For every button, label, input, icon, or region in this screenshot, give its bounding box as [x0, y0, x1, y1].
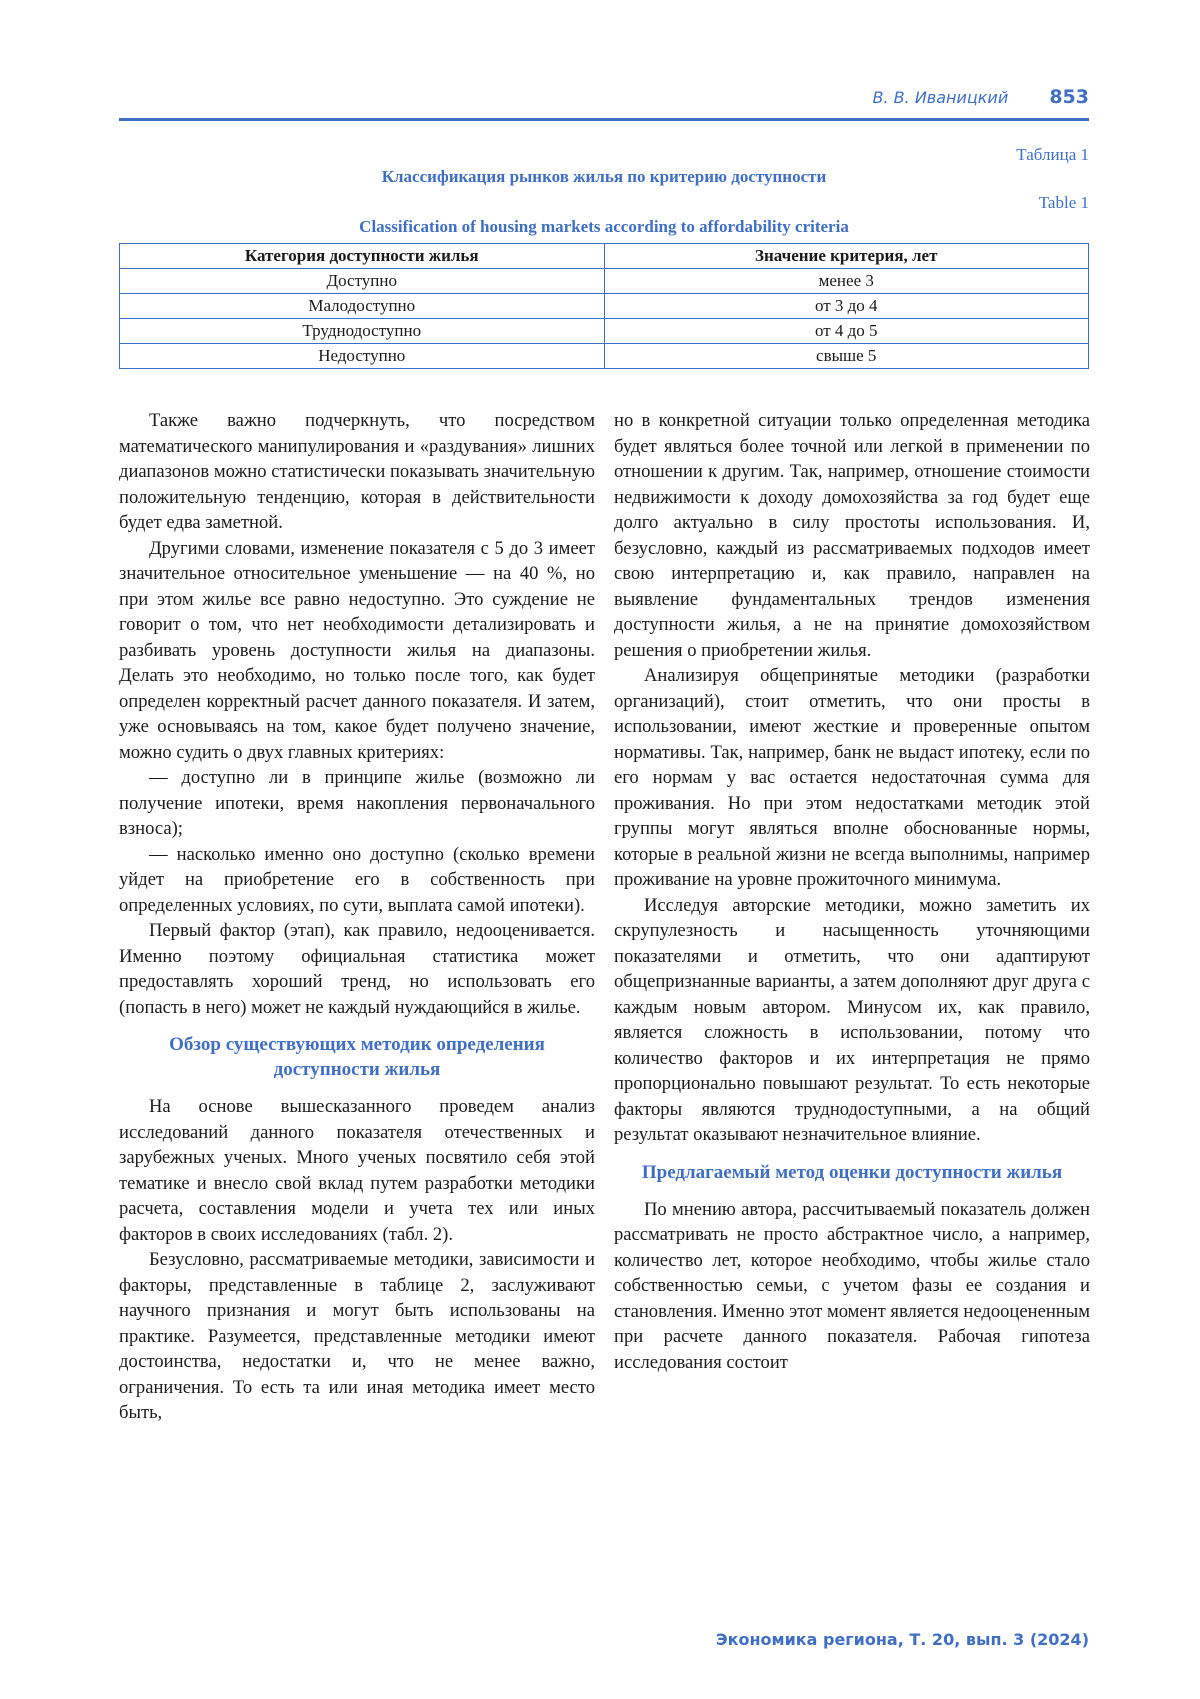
table-cell: менее 3 [604, 269, 1089, 294]
table-row [120, 344, 1089, 369]
table-number-ru: Таблица 1 [1016, 145, 1089, 164]
table-title-ru: Классификация рынков жилья по критерию доступности [381, 167, 827, 186]
right-column [614, 408, 1090, 1375]
table-title-en: Classification of housing markets according to affordability criteria [359, 217, 849, 236]
table-header-row [120, 244, 1089, 269]
header-rule [119, 118, 1089, 121]
table-cell: от 3 до 4 [604, 294, 1089, 319]
paragraph: Анализируя общепринятые методики (разработки организаций), стоит отметить, что они просты в использовании, имеют жесткие и проверенные опытом нормативы. Так, например, банк не выдаст ипотеку, если по его нормам у вас остается недостаточная сумма для проживания. Но при этом недостатками методик этой группы могут являться вполне обоснованные нормы, которые в реальной жизни не всегда выполнимы, например проживание на уровне прожиточного минимума. [614, 665, 1090, 890]
table-number-en: Table 1 [1038, 193, 1089, 212]
paragraph: Другими словами, изменение показателя с 5 до 3 имеет значительное относительное уменьшение — на 40 %, но при этом жилье все равно недоступно. Это суждение не говорит о том, что нет необходимости детализировать и разбивать уровень доступности жилья на диапазоны. Делать это необходимо, но только после того, как будет определен корректный расчет данного показателя. И затем, уже основываясь на том, какое будет получено значение, можно судить о двух главных критериях: [119, 537, 595, 763]
table-cell: Малодоступно [120, 294, 605, 319]
paragraph: Безусловно, рассматриваемые методики, зависимости и факторы, представленные в таблице 2, заслуживают научного признания и могут быть использованы на практике. Разумеется, представленные методики имеют достоинства, недостатки и, что не менее важно, ограничения. То есть та или иная методика имеет место быть, [119, 1249, 595, 1423]
table-header-cell: Категория доступности жилья [120, 244, 605, 269]
paragraph: По мнению автора, рассчитываемый показатель должен рассматривать не просто абстрактное число, а например, количество лет, которое необходимо, чтобы жилье стало собственностью семьи, с учетом фазы ее создания и становления. Именно этот момент является недооцененным при расчете данного показателя. Рабочая гипотеза исследования состоит [614, 1198, 1090, 1373]
table-row [120, 294, 1089, 319]
table-row [120, 269, 1089, 294]
classification-table [119, 243, 1089, 369]
list-item: — доступно ли в принципе жилье (возможно ли получение ипотеки, время накопления первоначального взноса); [119, 767, 595, 839]
section-heading: Обзор существующих методик определения доступности жилья [169, 1034, 545, 1080]
table-cell: Доступно [120, 269, 605, 294]
table-cell: свыше 5 [604, 344, 1089, 369]
table-cell: от 4 до 5 [604, 319, 1089, 344]
table-row [120, 319, 1089, 344]
table-header-cell: Значение критерия, лет [604, 244, 1089, 269]
section-heading: Предлагаемый метод оценки доступности жилья [641, 1161, 1063, 1183]
paragraph: На основе вышесказанного проведем анализ исследований данного показателя отечественных и зарубежных ученых. Много ученых посвятило себя этой тематике и внесло свой вклад путем разработки методики расчета, составления модели и учета тех или иных факторов в своих исследованиях (табл. 2). [119, 1096, 595, 1245]
journal-footer: Экономика региона, Т. 20, вып. 3 (2024) [715, 1630, 1089, 1649]
list-item: — насколько именно оно доступно (сколько времени уйдет на приобретение его в собственность при определенных условиях, по сути, выплата самой ипотеки). [119, 843, 595, 916]
table-1-block [119, 142, 1089, 369]
table-cell: Недоступно [120, 344, 605, 369]
left-column [119, 408, 595, 1426]
paragraph: Первый фактор (этап), как правило, недооценивается. Именно поэтому официальная статистика может предоставлять хороший тренд, но использовать его (попасть в него) может не каждый нуждающийся в жилье. [119, 920, 595, 1018]
table-cell: Труднодоступно [120, 319, 605, 344]
page-number: 853 [1049, 86, 1089, 108]
paragraph: Исследуя авторские методики, можно заметить их скрупулезность и насыщенность уточняющими показателями и отметить, что они адаптируют общепризнанные варианты, а затем дополняют друг друга с каждым новым автором. Минусом их, как правило, является сложность в использовании, потому что количество факторов и их интерпретация не прямо пропорционально повышают результат. То есть некоторые факторы являются труднодоступными, а на общий результат оказывают незначительное влияние. [614, 894, 1090, 1145]
header-author: В. В. Иваницкий [872, 88, 1009, 107]
paragraph: но в конкретной ситуации только определенная методика будет являться более точной или легкой в применении по отношении к другим. Так, например, отношение стоимости недвижимости к доходу домохозяйства за год будет еще долго актуально в силу простоты использования. И, безусловно, каждый из рассматриваемых подходов имеет свою интерпретацию и, как правило, направлен на выявление фундаментальных трендов изменения доступности жилья, а не на принятие домохозяйством решения о приобретении жилья. [614, 410, 1090, 661]
running-header [119, 86, 1089, 112]
paragraph: Также важно подчеркнуть, что посредством математического манипулирования и «раздувания» лишних диапазонов можно статистически показывать значительную положительную тенденцию, которая в действительности будет едва заметной. [119, 410, 595, 533]
